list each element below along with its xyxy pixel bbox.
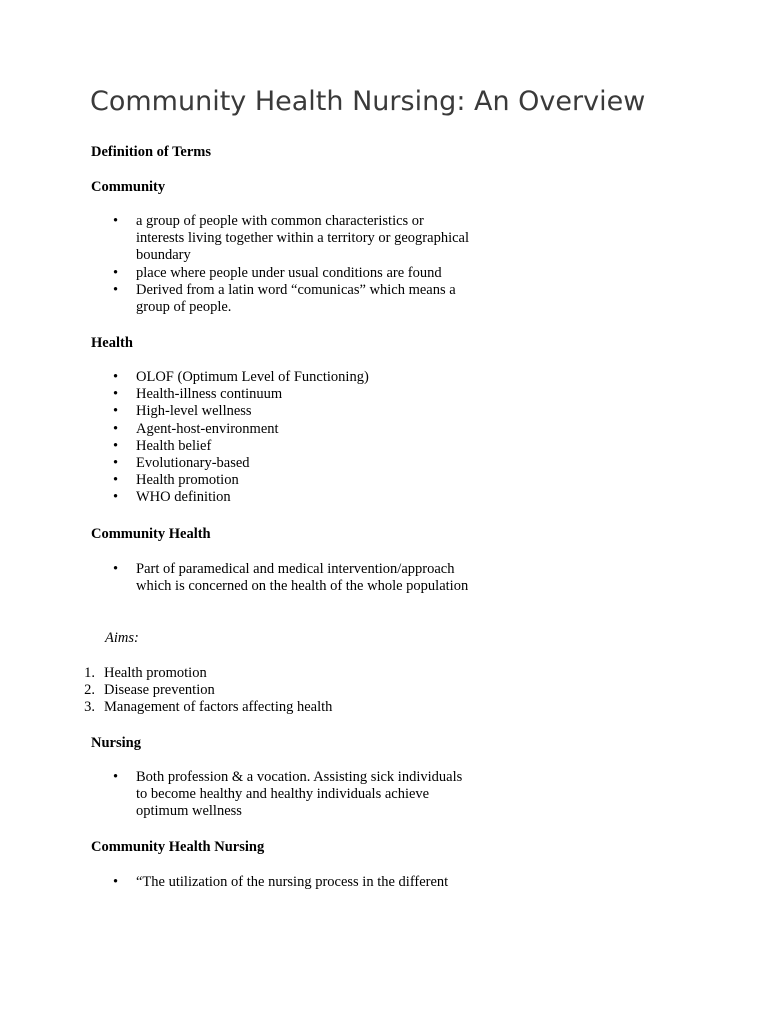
list-number: 1. [84, 665, 95, 681]
heading-community-health: Community Health [91, 526, 211, 542]
list-item-text: Disease prevention [104, 682, 215, 699]
list-number: 3. [84, 699, 95, 716]
list-item: • Health promotion [113, 472, 473, 489]
list-item [0, 682, 332, 699]
aims-label: Aims: [105, 630, 139, 646]
list-item [0, 699, 332, 716]
aims-numbered-list [0, 665, 332, 717]
health-bullet-list [113, 369, 473, 507]
list-item: • Evolutionary-based [113, 455, 473, 472]
list-item: • Part of paramedical and medical intervention/approach which is concerned on the health of the whole population [113, 561, 473, 595]
community-bullet-list [113, 213, 473, 316]
heading-nursing: Nursing [91, 735, 141, 751]
list-item: • Derived from a latin word “comunicas” which means a group of people. [113, 282, 473, 316]
list-item: • High-level wellness [113, 403, 473, 420]
list-item: • “The utilization of the nursing process in the different [113, 874, 473, 891]
list-item-text: Management of factors affecting health [104, 699, 333, 716]
heading-definition-of-terms: Definition of Terms [91, 144, 212, 160]
list-item: • OLOF (Optimum Level of Functioning) [113, 369, 473, 386]
page-title: Community Health Nursing: An Overview [90, 86, 646, 117]
chn-bullet-list [113, 874, 473, 891]
list-item: • a group of people with common characteristics or interests living together within a territory or geographical boundary [113, 213, 473, 265]
nursing-bullet-list [113, 769, 473, 821]
list-number: 2. [84, 682, 95, 699]
list-item-text: Health promotion [104, 665, 207, 681]
community-health-bullet-list [113, 561, 473, 595]
heading-health: Health [91, 335, 133, 351]
list-item [0, 665, 332, 682]
list-item: • Health-illness continuum [113, 386, 473, 403]
list-item: • Both profession & a vocation. Assisting sick individuals to become healthy and healthy individuals achieve optimum wellness [113, 769, 473, 821]
list-item: • WHO definition [113, 489, 473, 506]
heading-community-health-nursing: Community Health Nursing [91, 839, 265, 855]
list-item: • Health belief [113, 438, 473, 455]
heading-community: Community [91, 179, 166, 195]
list-item: • Agent-host-environment [113, 421, 473, 438]
list-item: • place where people under usual conditions are found [113, 265, 473, 282]
